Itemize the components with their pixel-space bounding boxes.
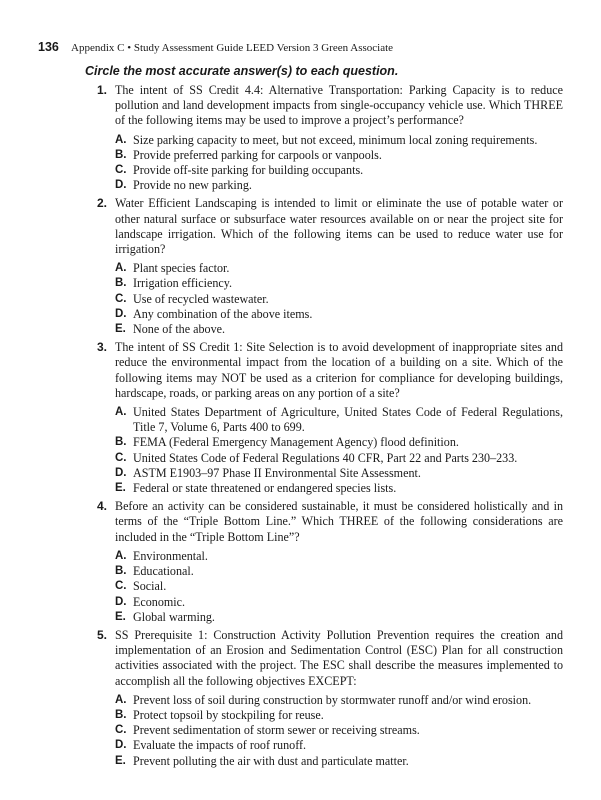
- answer-option[interactable]: [115, 178, 563, 193]
- answer-option[interactable]: [115, 579, 563, 594]
- answer-option[interactable]: [115, 738, 563, 753]
- option-text: Economic.: [133, 594, 186, 609]
- option-letter: E.: [115, 610, 126, 623]
- option-letter: B.: [115, 148, 127, 161]
- option-letter: C.: [115, 580, 127, 593]
- question-text: Water Efficient Landscaping is intended to limit or eliminate the use of potable water or other natural surface or subsurface water resources available on or near the project site for landscape irrigation. Which of the following items can be used to reduce water use for irrigation?: [115, 196, 563, 257]
- answer-option[interactable]: [115, 451, 563, 466]
- answer-option[interactable]: [115, 405, 563, 435]
- answer-option[interactable]: [115, 754, 563, 769]
- answer-option[interactable]: [115, 322, 563, 337]
- option-text: Protect topsoil by stockpiling for reuse.: [133, 707, 324, 722]
- option-letter: E.: [115, 323, 126, 336]
- question-text: The intent of SS Credit 1: Site Selection is to avoid development of inappropriate sites and reduce the environmental impact from the location of a building on a site. Which of the following items may NOT be used as a criterion for compliance for developing buildings, hardscape, roads, or parking areas on any portion of a site?: [115, 340, 563, 400]
- option-letter: A.: [115, 549, 127, 562]
- answer-option[interactable]: [115, 708, 563, 723]
- answer-option[interactable]: [115, 261, 563, 276]
- answer-options: [115, 261, 563, 337]
- option-text: Provide preferred parking for carpools or vanpools.: [133, 147, 382, 162]
- answer-options: [115, 549, 563, 625]
- answer-option[interactable]: [115, 481, 563, 496]
- option-text: None of the above.: [133, 322, 226, 337]
- answer-option[interactable]: [115, 435, 563, 450]
- option-letter: B.: [115, 565, 127, 578]
- running-title: Appendix C • Study Assessment Guide LEED Version 3 Green Associate: [71, 42, 394, 54]
- question-1: [97, 83, 563, 193]
- question-number: 3.: [97, 340, 108, 355]
- answer-option[interactable]: [115, 133, 563, 148]
- option-letter: D.: [115, 595, 127, 608]
- option-text: Provide no new parking.: [133, 178, 252, 193]
- answer-option[interactable]: [115, 148, 563, 163]
- option-text: Prevent loss of soil during construction by stormwater runoff and/or wind erosion.: [133, 692, 532, 707]
- question-text: The intent of SS Credit 4.4: Alternative Transportation: Parking Capacity is to reduce pollution and land development impacts from single-occupancy vehicle use. Which THREE of the following items may be used to improve a project’s performance?: [115, 83, 563, 128]
- option-text: Provide off-site parking for building occupants.: [133, 163, 364, 178]
- running-header: [38, 40, 393, 54]
- answer-options: [115, 133, 563, 194]
- option-text: Environmental.: [133, 548, 208, 563]
- question-2: [97, 196, 563, 337]
- option-text: Irrigation efficiency.: [133, 276, 233, 291]
- question-text: SS Prerequisite 1: Construction Activity Pollution Prevention requires the creation and implementation of an Erosion and Sedimentation Control (ESC) Plan for all construction activities associated with the project. The ESC shall describe the measures implemented to accomplish all the following objectives EXCEPT:: [115, 627, 563, 688]
- answer-option[interactable]: [115, 276, 563, 291]
- answer-option[interactable]: [115, 595, 563, 610]
- option-text: Prevent sedimentation of storm sewer or receiving streams.: [133, 723, 420, 738]
- question-list: [97, 83, 563, 772]
- answer-options: [115, 405, 563, 496]
- option-letter: E.: [115, 482, 126, 495]
- option-text: FEMA (Federal Emergency Management Agency) flood definition.: [133, 435, 459, 450]
- option-letter: C.: [115, 451, 127, 464]
- answer-option[interactable]: [115, 723, 563, 738]
- option-letter: C.: [115, 164, 127, 177]
- option-letter: E.: [115, 754, 126, 767]
- option-text: Educational.: [133, 564, 194, 579]
- option-text: Evaluate the impacts of roof runoff.: [133, 738, 307, 753]
- option-letter: D.: [115, 179, 127, 192]
- option-text: Prevent polluting the air with dust and particulate matter.: [133, 753, 409, 768]
- option-letter: B.: [115, 436, 127, 449]
- option-letter: D.: [115, 466, 127, 479]
- option-letter: A.: [115, 693, 127, 706]
- option-text: United States Department of Agriculture, United States Code of Federal Regulations, Title 7, Volume 6, Parts 400 to 699.: [133, 405, 563, 435]
- answer-option[interactable]: [115, 466, 563, 481]
- answer-options: [115, 693, 563, 769]
- option-text: United States Code of Federal Regulations 40 CFR, Part 22 and Parts 230–233.: [133, 450, 518, 465]
- page-number: 136: [38, 40, 59, 54]
- option-letter: A.: [115, 262, 127, 275]
- question-3: [97, 340, 563, 496]
- question-number: 5.: [97, 627, 108, 642]
- option-text: Use of recycled wastewater.: [133, 291, 269, 306]
- answer-option[interactable]: [115, 163, 563, 178]
- option-letter: D.: [115, 307, 127, 320]
- question-5: [97, 628, 563, 769]
- question-number: 2.: [97, 196, 108, 211]
- answer-option[interactable]: [115, 564, 563, 579]
- option-text: Social.: [133, 579, 167, 594]
- question-4: [97, 499, 563, 625]
- option-letter: C.: [115, 292, 127, 305]
- question-number: 4.: [97, 499, 108, 514]
- option-letter: B.: [115, 277, 127, 290]
- option-letter: A.: [115, 406, 127, 419]
- option-text: ASTM E1903–97 Phase II Environmental Site Assessment.: [133, 465, 421, 480]
- option-letter: A.: [115, 133, 127, 146]
- answer-option[interactable]: [115, 610, 563, 625]
- instructions: Circle the most accurate answer(s) to each question.: [85, 64, 399, 78]
- option-letter: B.: [115, 708, 127, 721]
- answer-option[interactable]: [115, 549, 563, 564]
- option-text: Size parking capacity to meet, but not exceed, minimum local zoning requirements.: [133, 132, 538, 147]
- option-letter: C.: [115, 724, 127, 737]
- answer-option[interactable]: [115, 693, 563, 708]
- answer-option[interactable]: [115, 307, 563, 322]
- option-text: Federal or state threatened or endangered species lists.: [133, 481, 397, 496]
- option-text: Global warming.: [133, 609, 215, 624]
- option-text: Any combination of the above items.: [133, 306, 313, 321]
- option-letter: D.: [115, 739, 127, 752]
- question-text: Before an activity can be considered sustainable, it must be considered holistically and in terms of the “Triple Bottom Line.” Which THREE of the following considerations are included in the “Triple Bottom Line”?: [115, 499, 563, 544]
- answer-option[interactable]: [115, 292, 563, 307]
- option-text: Plant species factor.: [133, 261, 230, 276]
- question-number: 1.: [97, 83, 108, 97]
